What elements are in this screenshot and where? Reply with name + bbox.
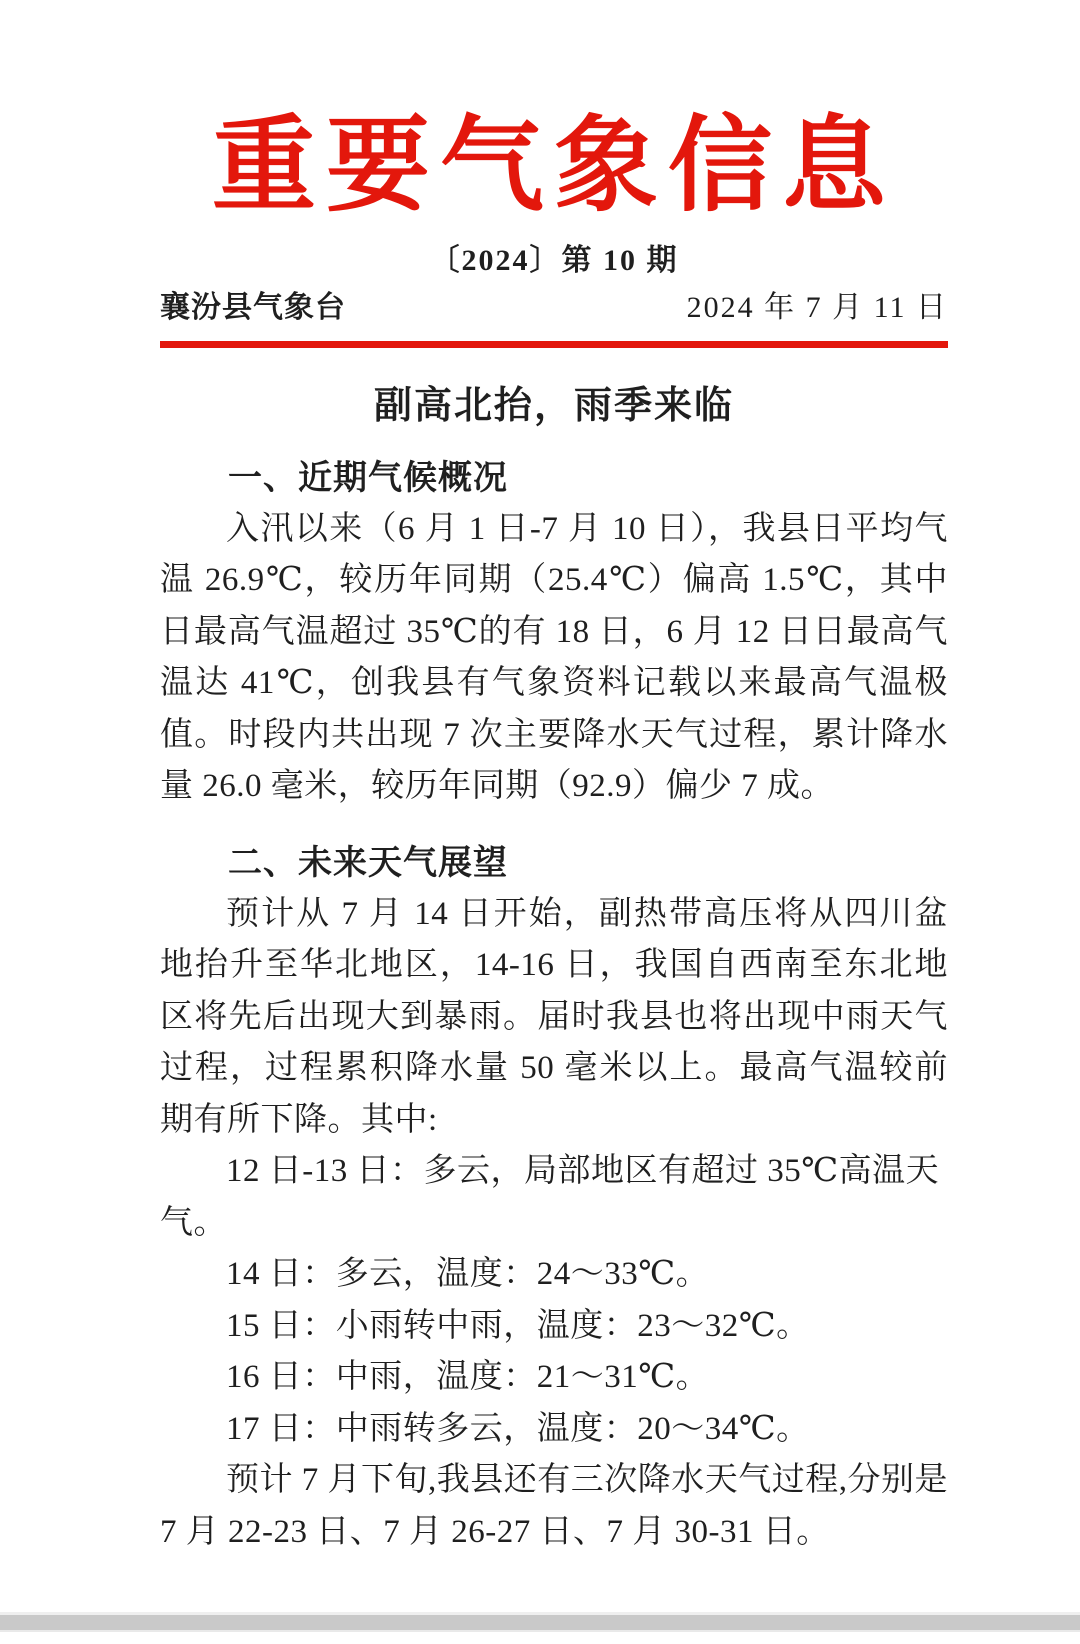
issue-date: 2024 年 7 月 11 日 [686, 290, 948, 324]
red-divider [160, 341, 948, 348]
section-2-paragraph: 预计从 7 月 14 日开始，副热带高压将从四川盆地抬升至华北地区，14-16 日，我国自西南至东北地区将先后出现大到暴雨。届时我县也将出现中雨天气过程，过程累积降水量 50 毫米以上。最高气温较前期有所下降。其中: [160, 895, 948, 1138]
section-1-paragraph: 入汛以来（6 月 1 日-7 月 10 日），我县日平均气温 26.9℃，较历年同期（25.4℃）偏高 1.5℃，其中日最高气温超过 35℃的有 18 日，6 月 12 日日最高气温达 41℃，创我县有气象资料记载以来最高气温极值。时段内共出现 7 次主要降水天气过程，累计降水量 26.0 毫米，较历年同期（92.9）偏少 7 成。 [160, 510, 948, 805]
document-title: 重要气象信息 [211, 109, 896, 224]
forecast-line-12-13: 12 日-13 日：多云，局部地区有超过 35℃高温天气。 [160, 1153, 940, 1241]
page-bottom-edge [0, 1612, 1080, 1632]
agency-date-row [160, 289, 948, 327]
closing-paragraph: 预计 7 月下旬,我县还有三次降水天气过程,分别是 7 月 22-23 日、7 月 26-27 日、7 月 30-31 日。 [160, 1462, 948, 1550]
forecast-line-16: 16 日：中雨，温度：21～31℃。 [226, 1359, 710, 1396]
section-2-heading: 二、未来天气展望 [228, 844, 508, 882]
forecast-line-17: 17 日：中雨转多云，温度：20～34℃。 [226, 1410, 810, 1447]
document-subtitle: 副高北抬，雨季来临 [373, 384, 734, 427]
issue-number: 〔2024〕第 10 期 [429, 243, 679, 277]
forecast-line-15: 15 日：小雨转中雨，温度：23～32℃。 [226, 1307, 810, 1344]
section-1-heading: 一、近期气候概况 [228, 459, 508, 497]
weather-bulletin-document [0, 104, 1080, 1558]
forecast-line-14: 14 日：多云，温度：24～33℃。 [226, 1256, 710, 1293]
agency-name: 襄汾县气象台 [160, 290, 346, 324]
